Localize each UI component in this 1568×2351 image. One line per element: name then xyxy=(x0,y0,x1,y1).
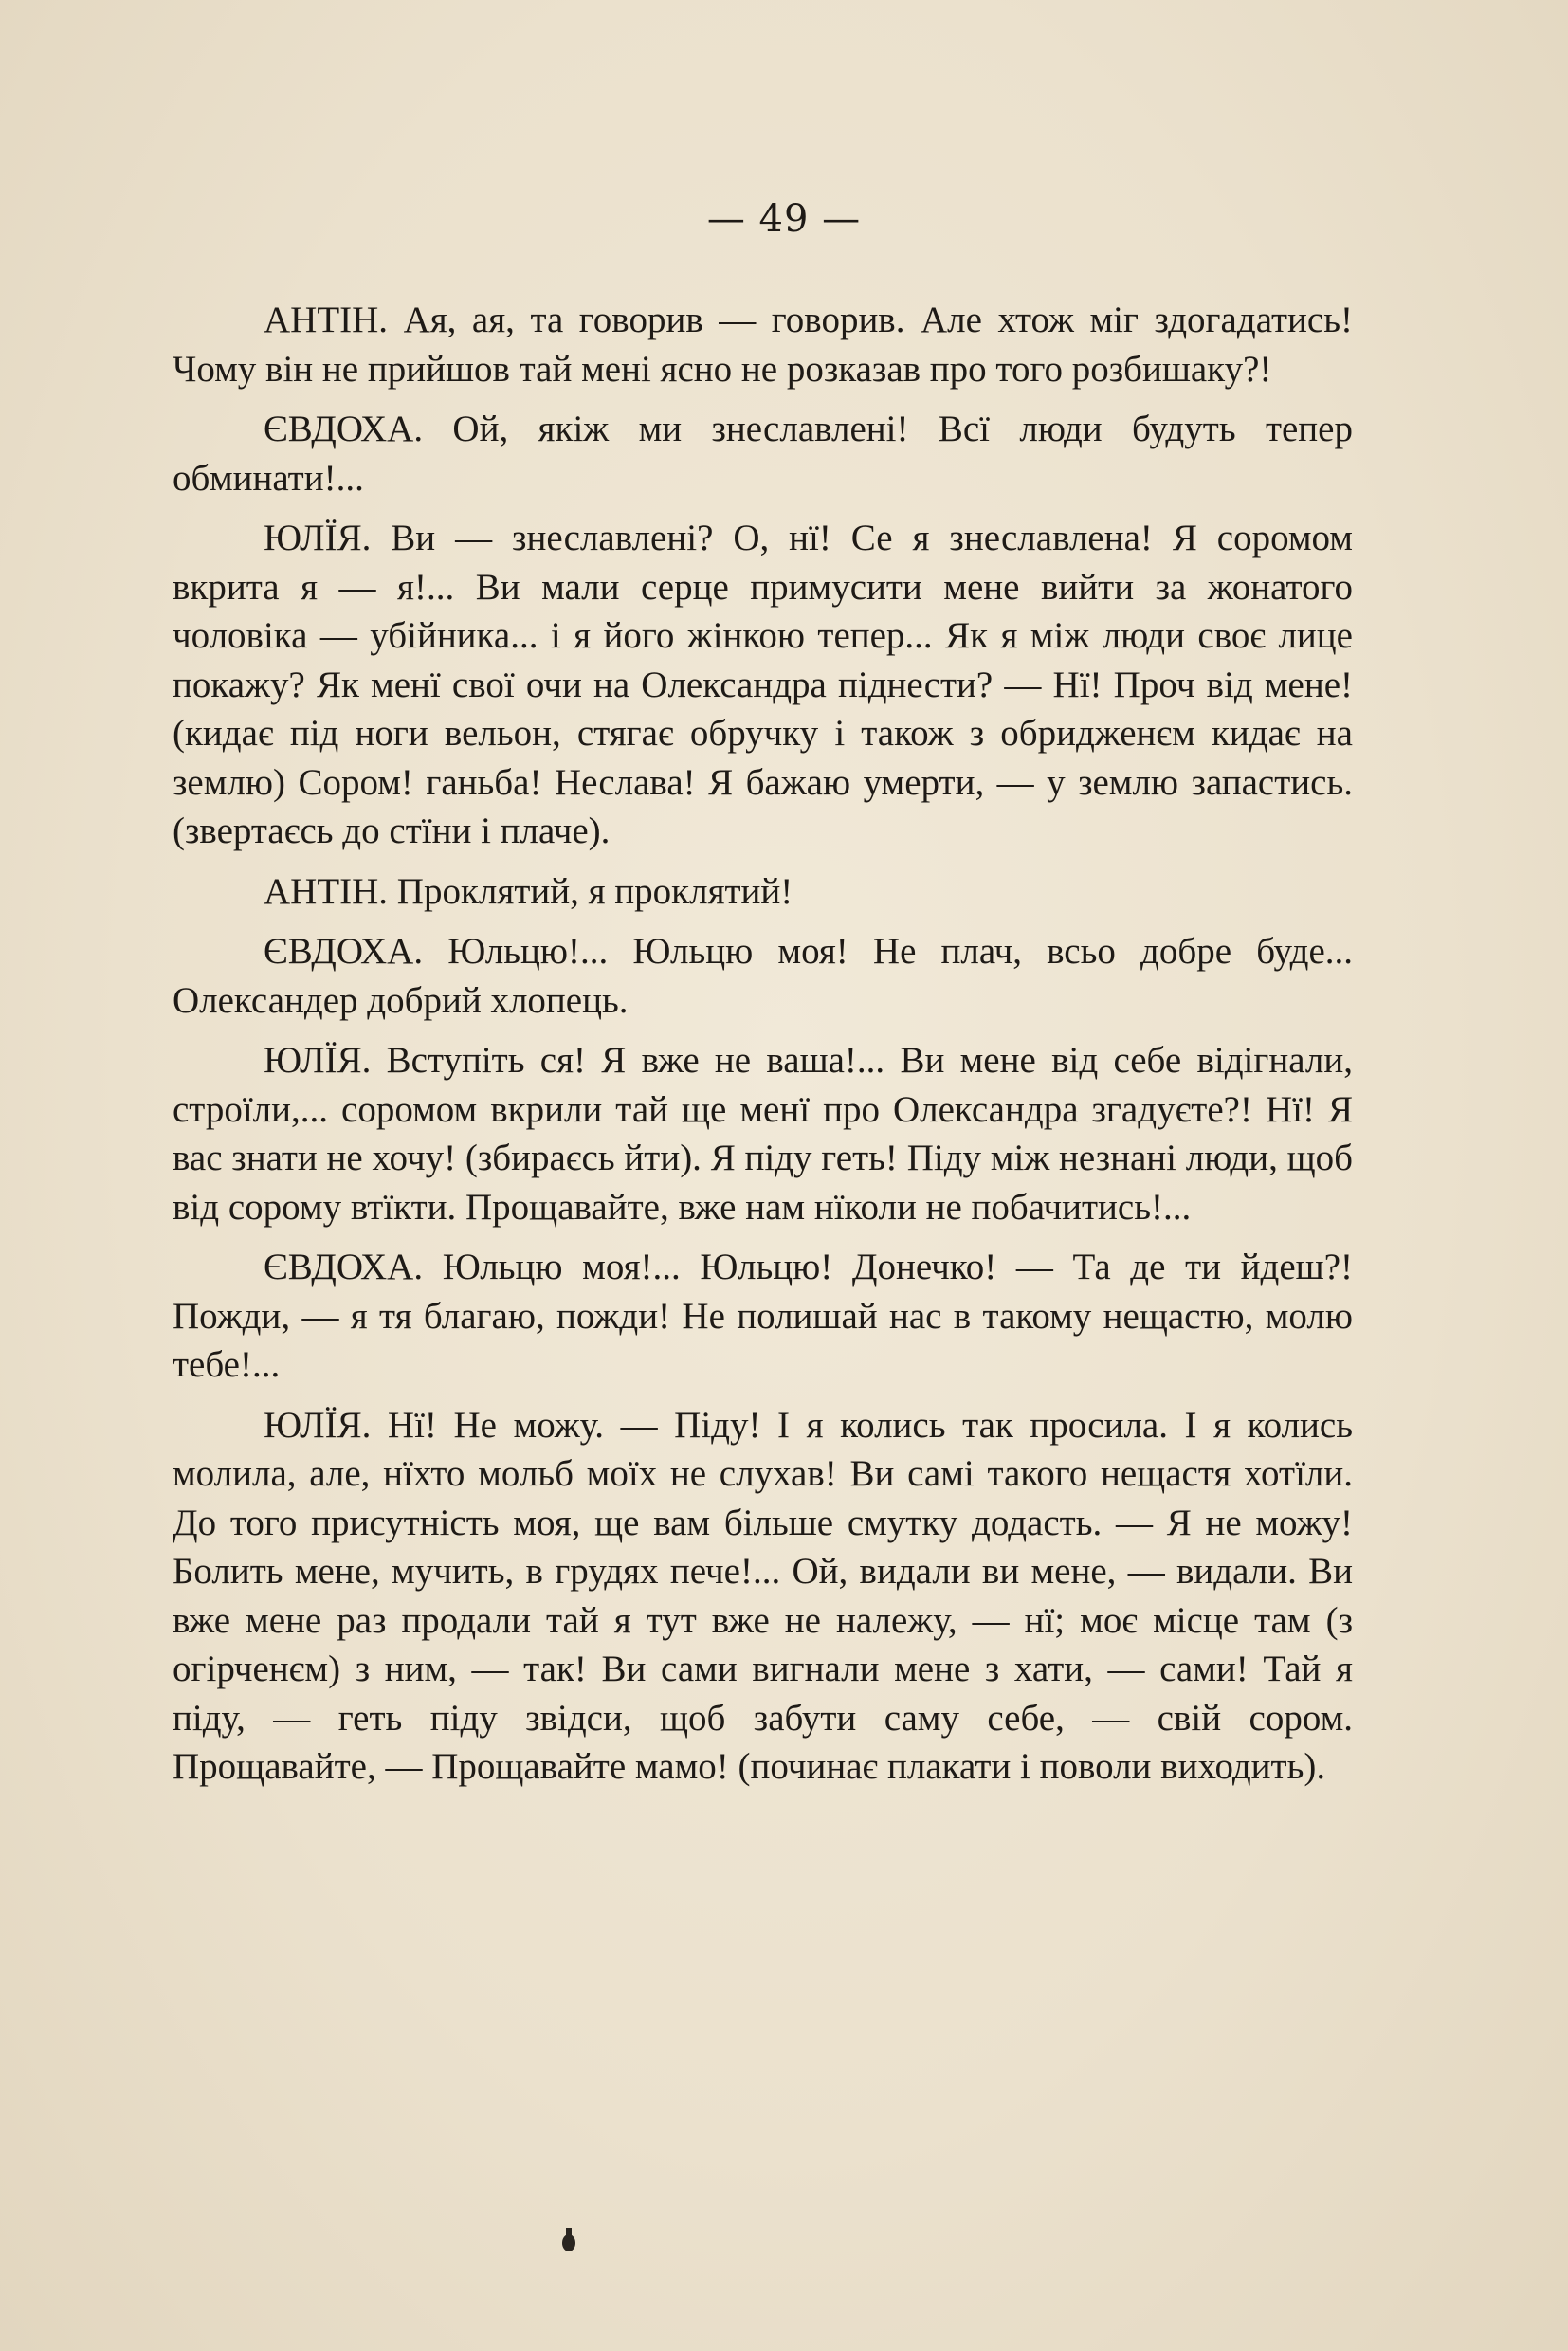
body-text xyxy=(173,296,1353,1803)
paragraph-antin-1: АНТІН. Ая, ая, та говорив — говорив. Але хтож міг здогадатись! Чому він не прийшов тай мені ясно не розказав про того розбишаку?! xyxy=(173,300,1353,390)
page-number: — 49 — xyxy=(706,197,862,241)
paragraph-yevdokha-3: ЄВДОХА. Юльцю моя!... Юльцю! Донечко! — Та де ти йдеш?! Пожди, — я тя благаю, пожди! Не полишай нас в такому нещастю, молю тебе!... xyxy=(173,1247,1353,1385)
paragraph-yuliia-2: ЮЛЇЯ. Вступіть ся! Я вже не ваша!... Ви мене від себе відігнали, строїли,... соромом вкрили тай ще менї про Олександра згадуєте?! Нї! Я вас знати не хочу! (збираєсь йти). Я піду геть! Піду між незнані люди, щоб від сорому втїкти. Прощавайте, вже нам нїколи не побачитись!... xyxy=(173,1040,1353,1228)
paragraph-antin-2: АНТІН. Проклятий, я проклятий! xyxy=(264,870,793,912)
paragraph-yevdokha-1: ЄВДОХА. Ой, якіж ми знеславлені! Всї люди будуть тепер обминати!... xyxy=(173,409,1353,499)
signature-mark-icon xyxy=(556,2220,582,2258)
paragraph-yuliia-3: ЮЛЇЯ. Нї! Не можу. — Піду! І я колись так просила. І я колись молила, але, нїхто мольб моїх не слухав! Ви самі такого нещастя хотїли. До того присутність моя, ще вам більше смутку додасть. — Я не можу! Болить мене, мучить, в грудях пече!... Ой, видали ви мене, — видали. Ви вже мене раз продали тай я тут вже не належу, — нї; моє місце там (з огірченєм) з ним, — так! Ви сами вигнали мене з хати, — сами! Тай я піду, — геть піду звідси, щоб забути саму себе, — свій сором. Прощавайте, — Прощавайте мамо! (починає плакати і поволи виходить). xyxy=(173,1404,1353,1787)
paragraph-yevdokha-2: ЄВДОХА. Юльцю!... Юльцю моя! Не плач, всьо добре буде... Олександер добрий хлопець. xyxy=(173,931,1353,1021)
paragraph-yuliia-1: ЮЛЇЯ. Ви — знеславлені? О, нї! Се я знеславлена! Я соромом вкрита я — я!... Ви мали серце примусити мене вийти за жонатого чоловіка — убійника... і я його жінкою тепер... Як я між люди своє лице покажу? Як менї свої очи на Олександра піднести? — Нї! Проч від мене! (кидає під ноги вельон, стягає обручку і також з обридженєм кидає на землю) Сором! ганьба! Неслава! Я бажаю умерти, — у землю запастись. (звертаєсь до стїни і плаче). xyxy=(173,518,1353,851)
